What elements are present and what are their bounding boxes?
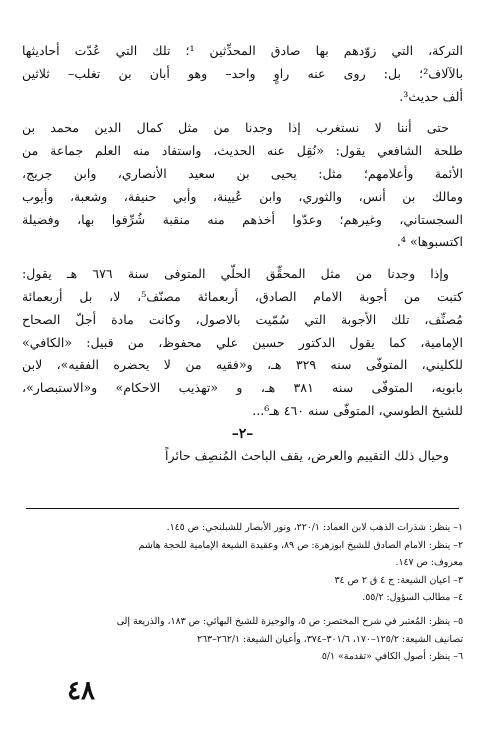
- footnote-item: ٤– مطالب السؤول: ٥٥/٢.: [362, 592, 463, 604]
- footnote-rule: [26, 508, 459, 509]
- footnote-item: ٣– اعيان الشيعة: ج ٤ ق ٢ ص ٣٤: [334, 574, 463, 586]
- closing-line: وحيال ذلك التقييم والعرض، يقف الباحث المُنصِف حائراً: [165, 447, 449, 463]
- footnotes: [22, 519, 463, 666]
- text-line: الأئمة وأعلامهم؛ مثل: يحيى بن سعيد الأنصاري، وابن جريج،: [22, 165, 463, 181]
- paragraph-1: [22, 40, 463, 108]
- body-text: [22, 40, 463, 468]
- text-line: ألف حديث³.: [399, 88, 463, 104]
- page-number: ٤٨: [67, 676, 95, 706]
- text-line: كتبت من أجوبة الامام الصادق، أربعمائة مصنّف⁵، لا، بل أربعمائة: [22, 288, 463, 304]
- text-line: التركة، التي زوّدهم بها صادق المحدِّثين ¹؛ تلك التي عُدّت أحاديثها: [22, 43, 463, 58]
- text-line: اكتسبوها» ⁴.: [396, 234, 463, 250]
- paragraph-3: [22, 263, 463, 423]
- text-line: بالآلاف²؛ بل: روى عنه راوٍ واحد– وهو أبان بن تغلب– ثلاثين: [22, 65, 463, 81]
- text-line: ومالك بن أنس، والثوري، وابن عُيينة، وأبي حنيفة، وشعبة، وأيوب: [22, 188, 463, 204]
- text-line: بابويه، المتوفّى سنه ٣٨١ هـ، و «تهذيب الاحكام» و«الاستبصار»،: [22, 380, 463, 396]
- footnote-item: معروف: ص ١٤٧.: [395, 557, 463, 569]
- text-line: حتى أننا لا نستغرب إذا وجدنا من مثل كمال الدين محمد بن: [22, 120, 449, 136]
- text-line: للكليني، المتوفّى سنه ٣٢٩ هـ، و«فقيه من لا يحضره الفقيه»، لابن: [22, 357, 463, 373]
- text-line: للشيخ الطوسي، المتوفّى سنه ٤٦٠ هـ⁶...: [252, 402, 463, 418]
- footnote-item: ٢– ينظر: الامام الصادق للشيخ ابوزهرة: ص ٨٩، وعقيدة الشيعة الإمامية للحجة هاشم: [138, 539, 463, 551]
- text-line: السجستاني، وغيرهم؛ وعدّوا أخذهم منه منقبة شُرِّفوا بها، وفضيلة: [22, 211, 463, 227]
- footnote-item: ٥– ينظر: المُعتبر في شرح المختصر: ص ٥، والوجيزة للشيخ البهائي: ص ١٨٣، والذريعة إلى: [116, 615, 463, 627]
- text-line: مُصنِّف، تلك الأجوبة التي سُمّيت بالاصول، وكانت مادة أجلّ الصحاح: [22, 311, 463, 327]
- paragraph-2: [22, 117, 463, 254]
- section-divider: –٢–: [231, 425, 254, 442]
- footnote-item: تصانيف الشيعة: ١٢٥/٢–١٧٠، ٣٠١/٦–٣٧٤، وأعيان الشيعة: ٢٦٢/١–٢٦٣: [196, 633, 463, 645]
- text-line: وإذا وجدنا من مثل المحقِّق الحلّي المتوفى سنة ٦٧٦ هـ يقول:: [22, 266, 449, 282]
- footnote-item: ٦– ينظر: أصول الكافي «تقدمة» ٥/١: [321, 651, 463, 663]
- footnote-item: ١– ينظر: شذرات الذهب لابن العماد: ٢٢٠/١، ونور الأبصار للشبلنجي: ص ١٤٥.: [166, 522, 463, 533]
- text-line: طلحة الشافعي يقول: «نُقِل عنه الحديث، واستفاد منه العلم جماعة من: [22, 143, 463, 159]
- text-line: الإمامية، كما يقول الدكتور حسين علي محفوظ، من قبيل: «الكافي»: [22, 334, 463, 350]
